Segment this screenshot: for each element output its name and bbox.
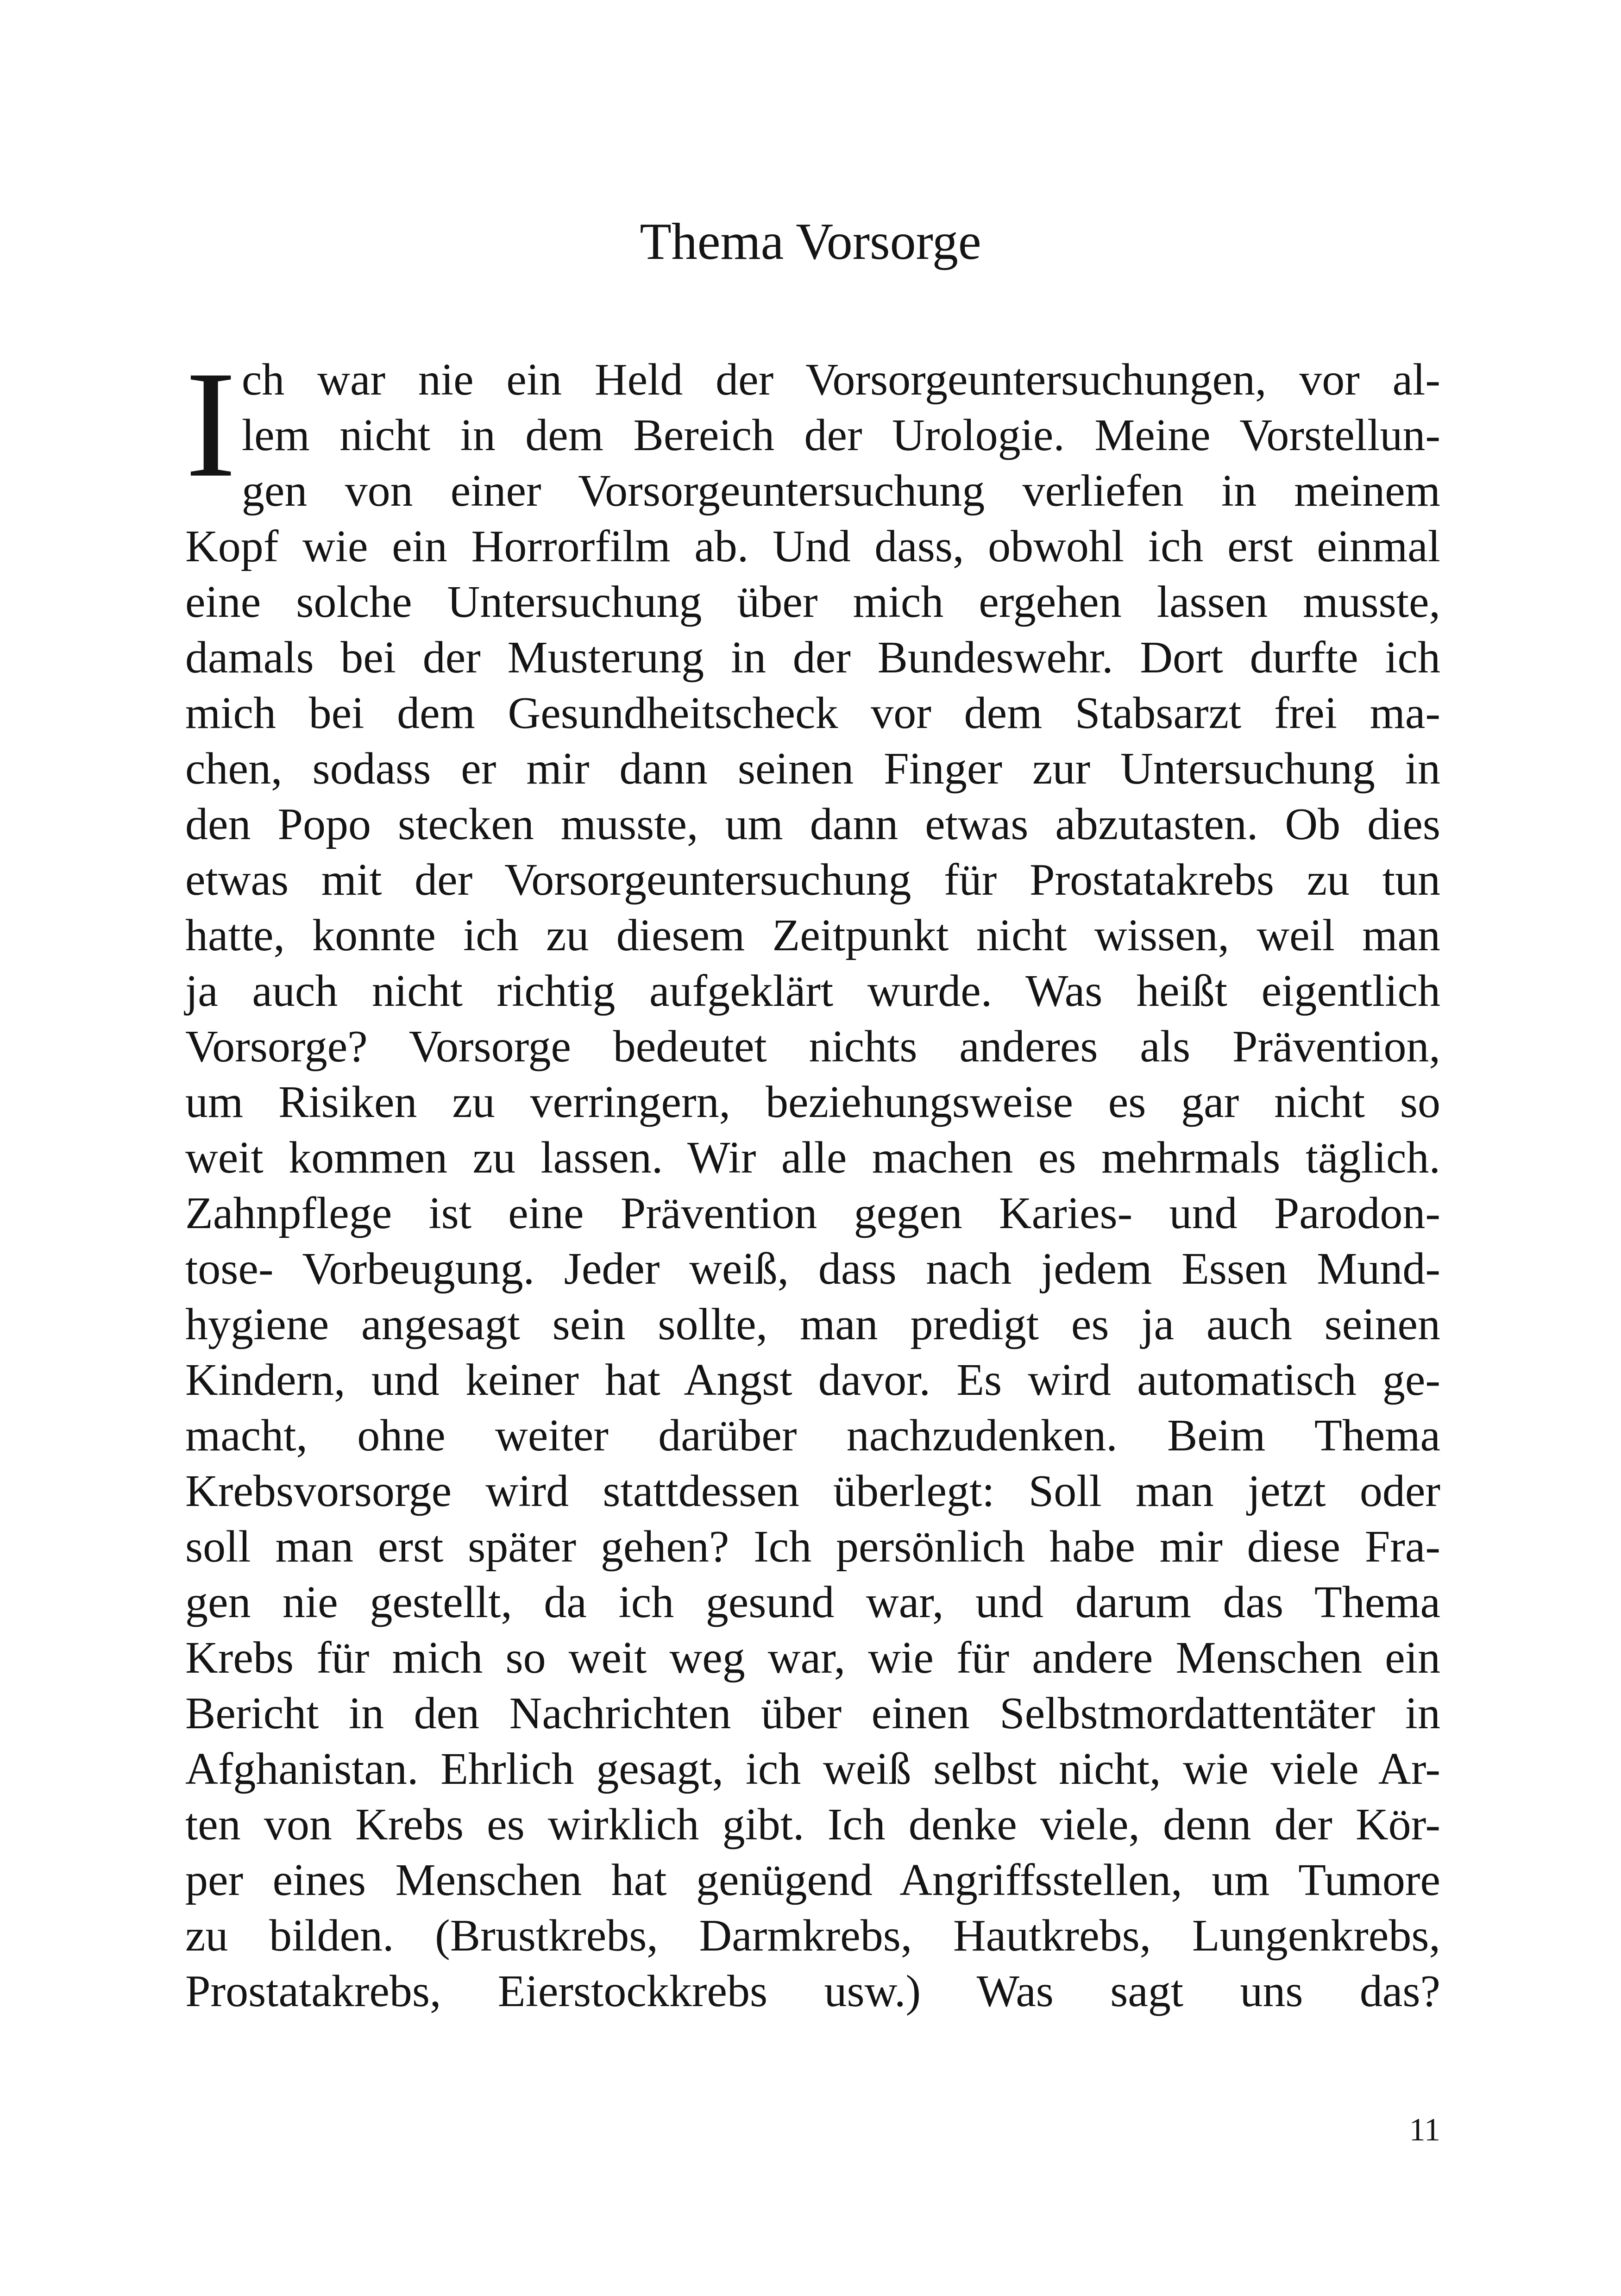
text-line: ja auch nicht richtig aufgeklärt wurde. Was heißt eigentlich xyxy=(185,966,1440,1016)
text-line: Zahnpflege ist eine Prävention gegen Karies- und Parodon- xyxy=(185,1188,1440,1238)
text-line: tose- Vorbeugung. Jeder weiß, dass nach jedem Essen Mund- xyxy=(185,1244,1440,1294)
drop-cap: I xyxy=(185,340,236,509)
text-line: Krebsvorsorge wird stattdessen überlegt: Soll man jetzt oder xyxy=(185,1466,1440,1516)
text-line: mich bei dem Gesundheitscheck vor dem Stabsarzt frei ma- xyxy=(185,688,1440,738)
text-line: Prostatakrebs, Eierstockkrebs usw.) Was sagt uns das? xyxy=(185,1966,1440,2016)
page-number: 11 xyxy=(1409,2112,1440,2148)
text-line: hygiene angesagt sein sollte, man predigt es ja auch seinen xyxy=(185,1299,1440,1349)
chapter-title: Thema Vorsorge xyxy=(640,213,981,270)
text-line: macht, ohne weiter darüber nachzudenken. Beim Thema xyxy=(185,1411,1440,1461)
text-line: Bericht in den Nachrichten über einen Selbstmordattentäter in xyxy=(185,1688,1440,1738)
text-line: Krebs für mich so weit weg war, wie für andere Menschen ein xyxy=(185,1633,1440,1683)
text-line: hatte, konnte ich zu diesem Zeitpunkt nicht wissen, weil man xyxy=(185,910,1440,960)
text-line: Kopf wie ein Horrorfilm ab. Und dass, obwohl ich erst einmal xyxy=(185,521,1440,571)
text-line: etwas mit der Vorsorgeuntersuchung für Prostatakrebs zu tun xyxy=(185,855,1440,905)
text-line: damals bei der Musterung in der Bundeswehr. Dort durfte ich xyxy=(185,633,1440,683)
text-line: chen, sodass er mir dann seinen Finger zur Untersuchung in xyxy=(185,744,1440,794)
text-line: Vorsorge? Vorsorge bedeutet nichts anderes als Prävention, xyxy=(185,1022,1440,1072)
text-line: gen von einer Vorsorgeuntersuchung verliefen in meinem xyxy=(241,466,1440,516)
text-line: ch war nie ein Held der Vorsorgeuntersuchungen, vor al- xyxy=(241,355,1440,405)
text-line: gen nie gestellt, da ich gesund war, und darum das Thema xyxy=(185,1577,1440,1627)
text-line: Kindern, und keiner hat Angst davor. Es wird automatisch ge- xyxy=(185,1355,1440,1405)
text-line: soll man erst später gehen? Ich persönlich habe mir diese Fra- xyxy=(185,1522,1440,1572)
text-line: den Popo stecken musste, um dann etwas abzutasten. Ob dies xyxy=(185,799,1440,849)
text-line: eine solche Untersuchung über mich ergehen lassen musste, xyxy=(185,577,1440,627)
text-line: ten von Krebs es wirklich gibt. Ich denke viele, denn der Kör- xyxy=(185,1800,1440,1850)
text-line: um Risiken zu verringern, beziehungsweise es gar nicht so xyxy=(185,1077,1440,1127)
text-line: weit kommen zu lassen. Wir alle machen es mehrmals täglich. xyxy=(185,1133,1440,1183)
body-paragraph xyxy=(185,340,1440,2019)
text-line: Afghanistan. Ehrlich gesagt, ich weiß selbst nicht, wie viele Ar- xyxy=(185,1744,1440,1794)
text-line: per eines Menschen hat genügend Angriffsstellen, um Tumore xyxy=(185,1855,1440,1905)
text-line: lem nicht in dem Bereich der Urologie. Meine Vorstellun- xyxy=(241,410,1440,460)
text-line: zu bilden. (Brustkrebs, Darmkrebs, Hautkrebs, Lungenkrebs, xyxy=(185,1911,1440,1961)
